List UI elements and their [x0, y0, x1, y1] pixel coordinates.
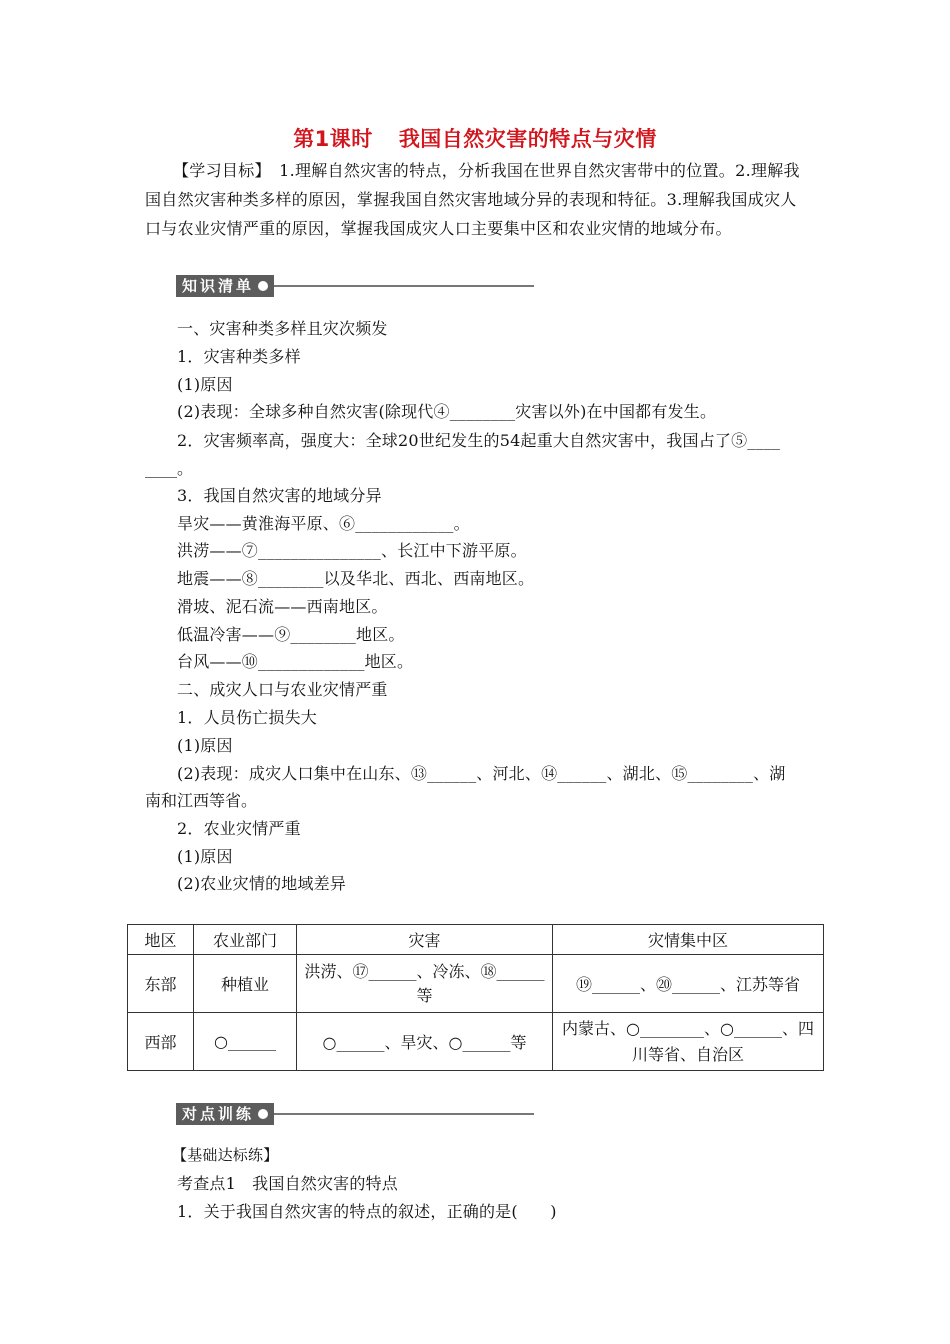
- lesson-number: 第1课时: [293, 127, 373, 151]
- heading-2: 二、成灾人口与农业灾情严重: [177, 680, 388, 699]
- text-line: 2．灾害频率高，强度大：全球20世纪发生的54起重大自然灾害中，我国占了⑤____: [177, 431, 781, 450]
- text-line: 地震——⑧________以及华北、西北、西南地区。: [177, 569, 535, 588]
- heading-1: 一、灾害种类多样且灾次频发: [177, 319, 388, 338]
- bullet-dot-icon: [258, 281, 268, 291]
- table-cell: 内蒙古、○________、○______、四川等省、自治区: [553, 1013, 824, 1071]
- lesson-topic: 我国自然灾害的特点与灾情: [398, 127, 657, 151]
- banner-label: 对点训练: [182, 1105, 255, 1123]
- text-line: 旱灾——黄淮海平原、⑥____________。: [177, 514, 470, 533]
- table-header: 灾情集中区: [553, 925, 824, 955]
- text-line: 滑坡、泥石流——西南地区。: [177, 597, 388, 616]
- table-cell: ⑲______、⑳______、江苏等省: [553, 955, 824, 1013]
- text-line: 台风——⑩_____________地区。: [177, 652, 414, 671]
- text-line: (1)原因: [177, 847, 233, 866]
- goals-label: 【学习目标】: [173, 161, 263, 180]
- practice-label: 【基础达标练】: [172, 1146, 279, 1164]
- page-title: [0, 123, 950, 153]
- table-header-row: [128, 925, 824, 955]
- table-cell: 西部: [128, 1013, 194, 1071]
- subheading: 1．灾害种类多样: [177, 347, 301, 366]
- text-line: 低温冷害——⑨________地区。: [177, 625, 405, 644]
- agri-disaster-table: [127, 924, 824, 1071]
- learning-goals: [145, 156, 810, 243]
- table-cell: ○______、旱灾、○______等: [297, 1013, 553, 1071]
- question-1: 1．关于我国自然灾害的特点的叙述，正确的是( ): [177, 1202, 557, 1221]
- text-line: 南和江西等省。: [145, 791, 258, 810]
- knowledge-banner: [176, 275, 534, 297]
- banner-label: 知识清单: [182, 277, 255, 295]
- table-cell: 种植业: [194, 955, 297, 1013]
- bullet-dot-icon: [258, 1109, 268, 1119]
- goals-text: 1.理解自然灾害的特点，分析我国在世界自然灾害带中的位置。2.理解我国自然灾害种类多样的原因，掌握我国自然灾害地域分异的表现和特征。3.理解我国成灾人口与农业灾情严重的原因，掌握我国成灾人口主要集中区和农业灾情的地域分布。: [145, 161, 800, 238]
- text-line: ____。: [145, 459, 194, 478]
- practice-point: 考查点1 我国自然灾害的特点: [177, 1174, 398, 1193]
- practice-banner: [176, 1103, 534, 1125]
- text-line: (1)原因: [177, 736, 233, 755]
- table-cell: 洪涝、⑰______、冷冻、⑱______等: [297, 955, 553, 1013]
- table-header: 地区: [128, 925, 194, 955]
- subheading: 3．我国自然灾害的地域分异: [177, 486, 382, 505]
- text-line: 洪涝——⑦_______________、长江中下游平原。: [177, 541, 527, 560]
- subheading: 2．农业灾情严重: [177, 819, 301, 838]
- divider: [274, 285, 534, 287]
- text-line: (1)原因: [177, 375, 233, 394]
- table-row: [128, 1013, 824, 1071]
- table-row: [128, 955, 824, 1013]
- text-line: (2)表现：成灾人口集中在山东、⑬______、河北、⑭______、湖北、⑮________、湖: [177, 764, 786, 783]
- table-cell: 东部: [128, 955, 194, 1013]
- text-line: (2)农业灾情的地域差异: [177, 874, 347, 893]
- text-line: (2)表现：全球多种自然灾害(除现代④________灾害以外)在中国都有发生。: [177, 402, 717, 421]
- subheading: 1．人员伤亡损失大: [177, 708, 317, 727]
- table-header: 农业部门: [194, 925, 297, 955]
- table-cell: ○______: [194, 1013, 297, 1071]
- divider: [274, 1113, 534, 1115]
- table-header: 灾害: [297, 925, 553, 955]
